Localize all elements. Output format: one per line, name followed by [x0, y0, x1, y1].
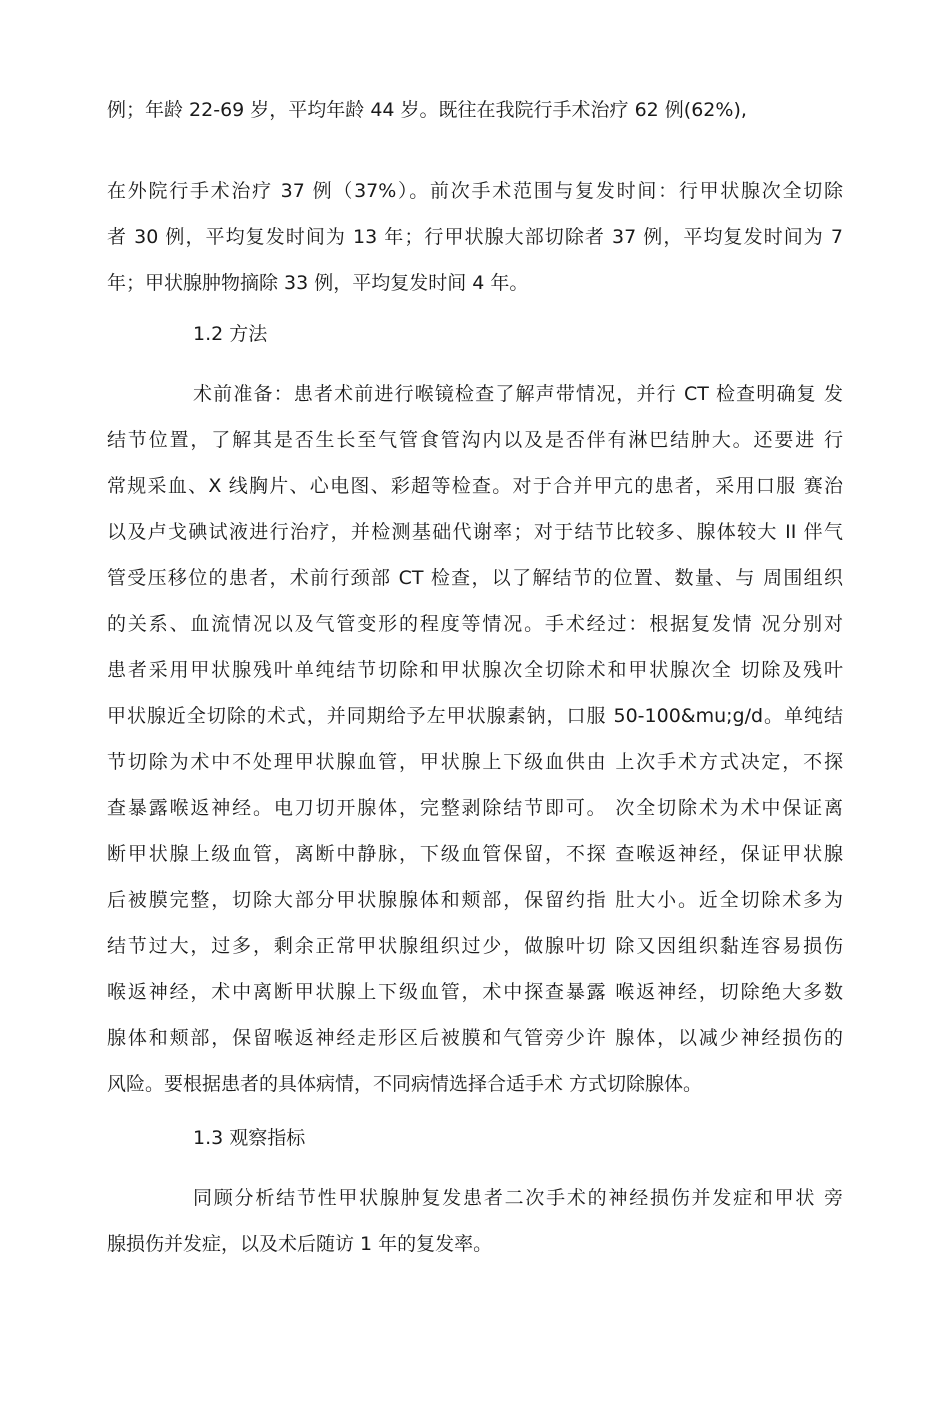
text-line: 例；年龄 22-69 岁，平均年龄 44 岁。既往在我院行手术治疗 62 例(62%),	[107, 99, 747, 121]
text-line: 者 30 例，平均复发时间为 13 年；行甲状腺大部切除者 37 例，平均复发时间为 7	[107, 226, 843, 248]
text-line: 同顾分析结节性甲状腺肿复发患者二次手术的神经损伤并发症和甲状 旁	[193, 1187, 843, 1209]
text-line: 断甲状腺上级血管，离断中静脉，下级血管保留，不探 查喉返神经，保证甲状腺	[107, 843, 843, 865]
text-line: 甲状腺近全切除的术式，并同期给予左甲状腺素钠，口服 50-100&mu;g/d。单纯结	[107, 705, 843, 727]
text-line: 结节过大，过多，剩余正常甲状腺组织过少，做腺叶切 除又因组织黏连容易损伤	[107, 935, 843, 957]
text-line: 腺体和颊部，保留喉返神经走形区后被膜和气管旁少许 腺体，以减少神经损伤的	[107, 1027, 843, 1049]
text-line: 腺损伤并发症，以及术后随访 1 年的复发率。	[107, 1233, 493, 1255]
text-line: 术前准备：患者术前进行喉镜检查了解声带情况，并行 CT 检查明确复 发	[193, 383, 843, 405]
section-heading-methods: 1.2 方法	[193, 323, 268, 345]
text-line: 结节位置，了解其是否生长至气管食管沟内以及是否伴有淋巴结肿大。还要进 行	[107, 429, 843, 451]
text-line: 节切除为术中不处理甲状腺血管，甲状腺上下级血供由 上次手术方式决定，不探	[107, 751, 843, 773]
text-line: 管受压移位的患者，术前行颈部 CT 检查，以了解结节的位置、数量、与 周围组织	[107, 567, 843, 589]
text-line: 喉返神经，术中离断甲状腺上下级血管，术中探查暴露 喉返神经，切除绝大多数	[107, 981, 843, 1003]
text-line: 后被膜完整，切除大部分甲状腺腺体和颊部，保留约指 肚大小。近全切除术多为	[107, 889, 843, 911]
text-line: 在外院行手术治疗 37 例（37%）。前次手术范围与复发时间：行甲状腺次全切除	[107, 180, 843, 202]
section-heading-indicators: 1.3 观察指标	[193, 1127, 306, 1149]
text-line: 风险。要根据患者的具体病情，不同病情选择合适手术 方式切除腺体。	[107, 1073, 703, 1095]
text-line: 查暴露喉返神经。电刀切开腺体，完整剥除结节即可。 次全切除术为术中保证离	[107, 797, 843, 819]
text-line: 的关系、血流情况以及气管变形的程度等情况。手术经过：根据复发情 况分别对	[107, 613, 843, 635]
text-line: 常规采血、X 线胸片、心电图、彩超等检查。对于合并甲亢的患者，采用口服 赛治	[107, 475, 843, 497]
text-line: 年；甲状腺肿物摘除 33 例，平均复发时间 4 年。	[107, 272, 529, 294]
text-line: 以及卢戈碘试液进行治疗，并检测基础代谢率；对于结节比较多、腺体较大 II 伴气	[107, 521, 843, 543]
text-line: 患者采用甲状腺残叶单纯结节切除和甲状腺次全切除术和甲状腺次全 切除及残叶	[107, 659, 843, 681]
